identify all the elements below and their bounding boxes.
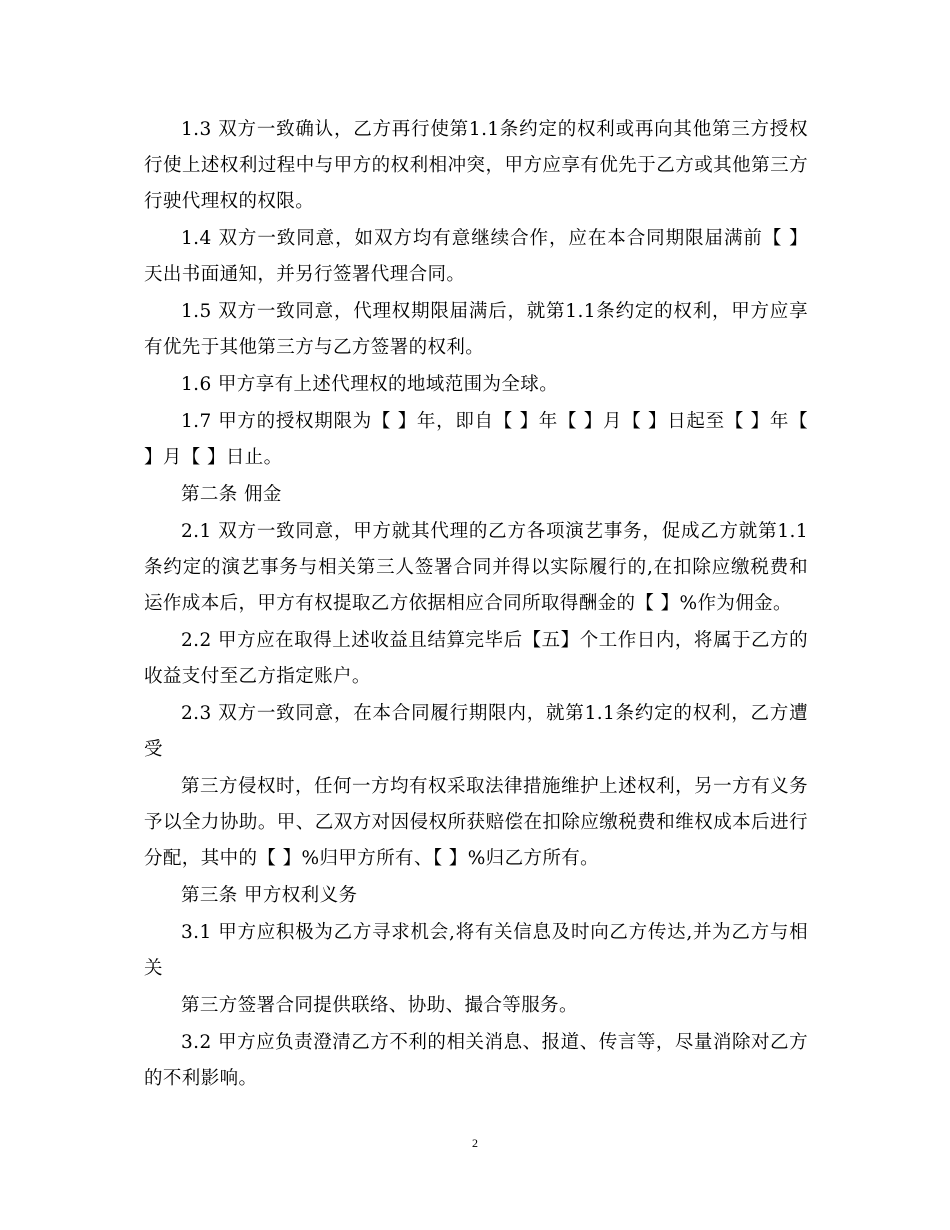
clause-1-3: 1.3 双方一致确认，乙方再行使第1.1条约定的权利或再向其他第三方授权行使上述权利过程中与甲方的权利相冲突，甲方应享有优先于乙方或其他第三方行驶代理权的权限。 — [144, 119, 808, 212]
page-number: 2 — [472, 1136, 478, 1150]
document-body — [144, 112, 808, 1098]
clause-1-4: 1.4 双方一致同意，如双方均有意继续合作，应在本合同期限届满前【 】天出书面通知，并另行签署代理合同。 — [144, 228, 808, 285]
clause-2-2: 2.2 甲方应在取得上述收益且结算完毕后【五】个工作日内，将属于乙方的收益支付至乙方指定账户。 — [144, 630, 808, 687]
clause-1-7: 1.7 甲方的授权期限为【 】年，即自【 】年【 】月【 】日起至【 】年【 】月【 】日止。 — [144, 411, 808, 468]
clause-3-2: 3.2 甲方应负责澄清乙方不利的相关消息、报道、传言等，尽量消除对乙方的不利影响。 — [144, 1032, 808, 1089]
article-2-heading: 第二条 佣金 — [181, 484, 282, 505]
clause-3-1-continued: 第三方签署合同提供联络、协助、撮合等服务。 — [181, 995, 578, 1016]
clause-2-3: 2.3 双方一致同意，在本合同履行期限内，就第1.1条约定的权利，乙方遭受 — [144, 703, 808, 760]
clause-3-1: 3.1 甲方应积极为乙方寻求机会,将有关信息及时向乙方传达,并为乙方与相关 — [144, 922, 808, 979]
article-3-heading: 第三条 甲方权利义务 — [181, 885, 358, 906]
clause-2-3-continued: 第三方侵权时，任何一方均有权采取法律措施维护上述权利，另一方有义务予以全力协助。甲、乙双方对因侵权所获赔偿在扣除应缴税费和维权成本后进行分配，其中的【 】%归甲方所有、【 】%归乙方所有。 — [144, 776, 808, 869]
clause-1-6: 1.6 甲方享有上述代理权的地域范围为全球。 — [181, 374, 559, 395]
clause-1-5: 1.5 双方一致同意，代理权期限届满后，就第1.1条约定的权利，甲方应享有优先于其他第三方与乙方签署的权利。 — [144, 301, 808, 358]
clause-2-1: 2.1 双方一致同意，甲方就其代理的乙方各项演艺事务，促成乙方就第1.1条约定的演艺事务与相关第三人签署合同并得以实际履行的,在扣除应缴税费和运作成本后，甲方有权提取乙方依据相应合同所取得酬金的【 】%作为佣金。 — [144, 521, 808, 614]
